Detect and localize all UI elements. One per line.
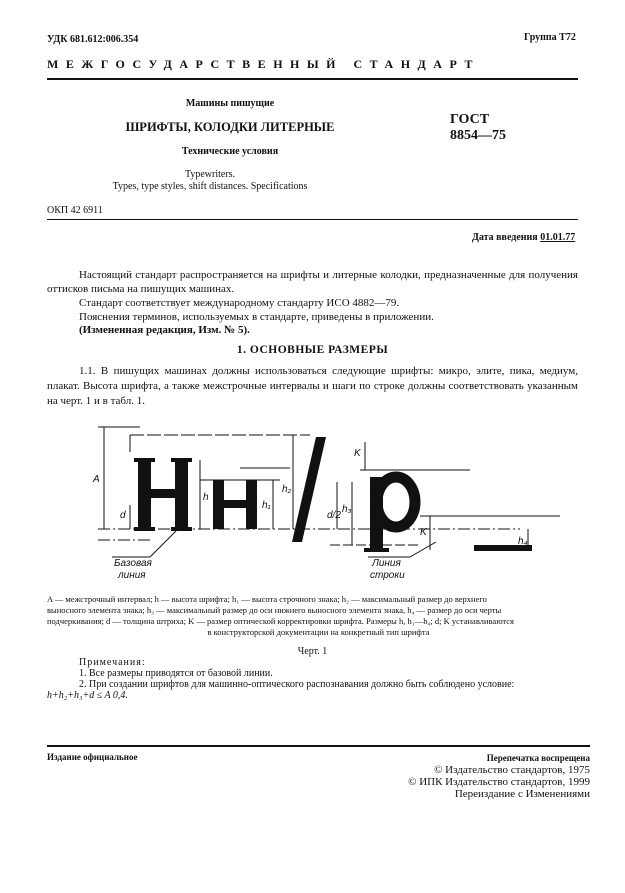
intro-paragraph-2: Стандарт соответствует международному стандарту ИСО 4882—79. — [79, 297, 400, 309]
intro-amendment: (Измененная редакция, Изм. № 5). — [79, 324, 250, 336]
intro-date-label: Дата введения — [472, 232, 538, 243]
tech-conditions: Технические условия — [181, 146, 279, 157]
label-h1: h₁ — [262, 500, 271, 511]
copyright-1999: © ИПК Издательство стандартов, 1999 — [408, 776, 590, 788]
figure-legend — [47, 594, 590, 638]
document-title: ШРИФТЫ, КОЛОДКИ ЛИТЕРНЫЕ — [125, 120, 335, 134]
glyph-n-bar — [213, 500, 257, 508]
footer-rule — [47, 745, 590, 747]
intro-paragraph-3: Пояснения терминов, используемых в стандарте, приведены в приложении. — [79, 311, 434, 323]
legend-line-4: в конструкторской документации на конкретный тип шрифта — [207, 627, 430, 637]
label-line-2: строки — [370, 570, 405, 581]
label-h4: h₄ — [518, 536, 528, 547]
note-1: 1. Все размеры приводятся от базовой линии. — [79, 668, 273, 679]
legend-line-2: выносного элемента знака; h₃ — максимальный размер до оси нижнего выносного элемента знака, h₄ — размер до оси черты — [47, 605, 502, 615]
glyph-slash — [292, 437, 326, 542]
label-h3: h₃ — [342, 504, 352, 515]
group-code: Группа Т72 — [524, 32, 576, 43]
note-3: h+h₂+h₃+d ≤ A 0,4. — [47, 690, 128, 701]
label-a: A — [93, 474, 100, 485]
gost-label: ГОСТ — [450, 112, 490, 127]
label-baseline-1: Базовая — [114, 558, 152, 569]
copyright-1975: © Издательство стандартов, 1975 — [434, 764, 590, 776]
glyph-h-serif-tr — [171, 458, 192, 462]
label-line-1: Линия — [372, 558, 401, 569]
legend-line-3: подчеркивания; d — толщина штриха; K — размер оптической корректировки шрифта. Размеры h, h₁—h₄; d; K устанавливаются — [47, 616, 514, 626]
footer-copyright — [372, 752, 590, 800]
standard-banner: МЕЖГОСУДАРСТВЕННЫЙ СТАНДАРТ — [47, 57, 480, 71]
english-title — [80, 169, 340, 193]
clause-1-1: 1.1. В пишущих машинах должны использоваться следующие шрифты: микро, элите, пика, медиум, плакат. Высота шрифта, а также межстрочные интервалы и шаги по строке должны соответствовать указанным на черт. 1 и в табл. 1. — [47, 365, 578, 407]
intro-paragraph-1: Настоящий стандарт распространяется на шрифты и литерные колодки, предназначенные для получения оттисков письма на пишущих машинах. — [47, 269, 578, 295]
glyph-h-serif-br — [171, 527, 192, 531]
note-2: 2. При создании шрифтов для машинно-оптического распознавания должно быть соблюдено условие: — [79, 679, 515, 690]
label-d: d — [120, 510, 126, 521]
gost-designation — [450, 112, 506, 144]
official-edition: Издание официальное — [47, 752, 138, 762]
glyph-h-serif-bl — [134, 527, 155, 531]
legend-line-1: A — межстрочный интервал; h — высота шрифта; h₁ — высота строчного знака; h₂ — максимальный размер до верхнего — [47, 594, 487, 604]
label-h2: h₂ — [282, 484, 292, 495]
label-h: h — [203, 492, 209, 503]
glyph-p-foot-serif — [364, 548, 389, 552]
gost-number: 8854—75 — [450, 128, 506, 143]
notes-block — [47, 657, 590, 701]
glyph-h-serif-tl — [134, 458, 155, 462]
label-k-bottom: K — [420, 527, 427, 538]
line-leader — [410, 542, 436, 557]
english-title-line2: Types, type styles, shift distances. Specifications — [112, 181, 308, 192]
machines-label: Машины пишущие — [185, 98, 275, 109]
figure-caption: Черт. 1 — [297, 646, 328, 657]
reissue-notice: Переиздание с Изменениями — [454, 788, 590, 800]
label-d2: d/2 — [327, 510, 341, 521]
section-heading: 1. ОСНОВНЫЕ РАЗМЕРЫ — [236, 344, 389, 356]
reprint-notice: Перепечатка воспрещена — [486, 753, 590, 763]
intro-date — [472, 232, 575, 243]
label-k-top: K — [354, 448, 361, 459]
label-baseline-2: линия — [118, 570, 146, 581]
intro-date-value: 01.01.77 — [540, 232, 576, 243]
notes-title: Примечания: — [79, 657, 146, 668]
okp-code: ОКП 42 6911 — [47, 205, 103, 216]
glyph-h-bar — [138, 489, 188, 498]
english-title-line1: Typewriters. — [184, 169, 236, 180]
top-rule — [47, 78, 578, 80]
okp-rule — [47, 219, 578, 220]
udk-code: УДК 681.612:006.354 — [47, 34, 139, 45]
baseline-leader — [150, 531, 176, 557]
figure-1-drawing — [90, 420, 560, 592]
